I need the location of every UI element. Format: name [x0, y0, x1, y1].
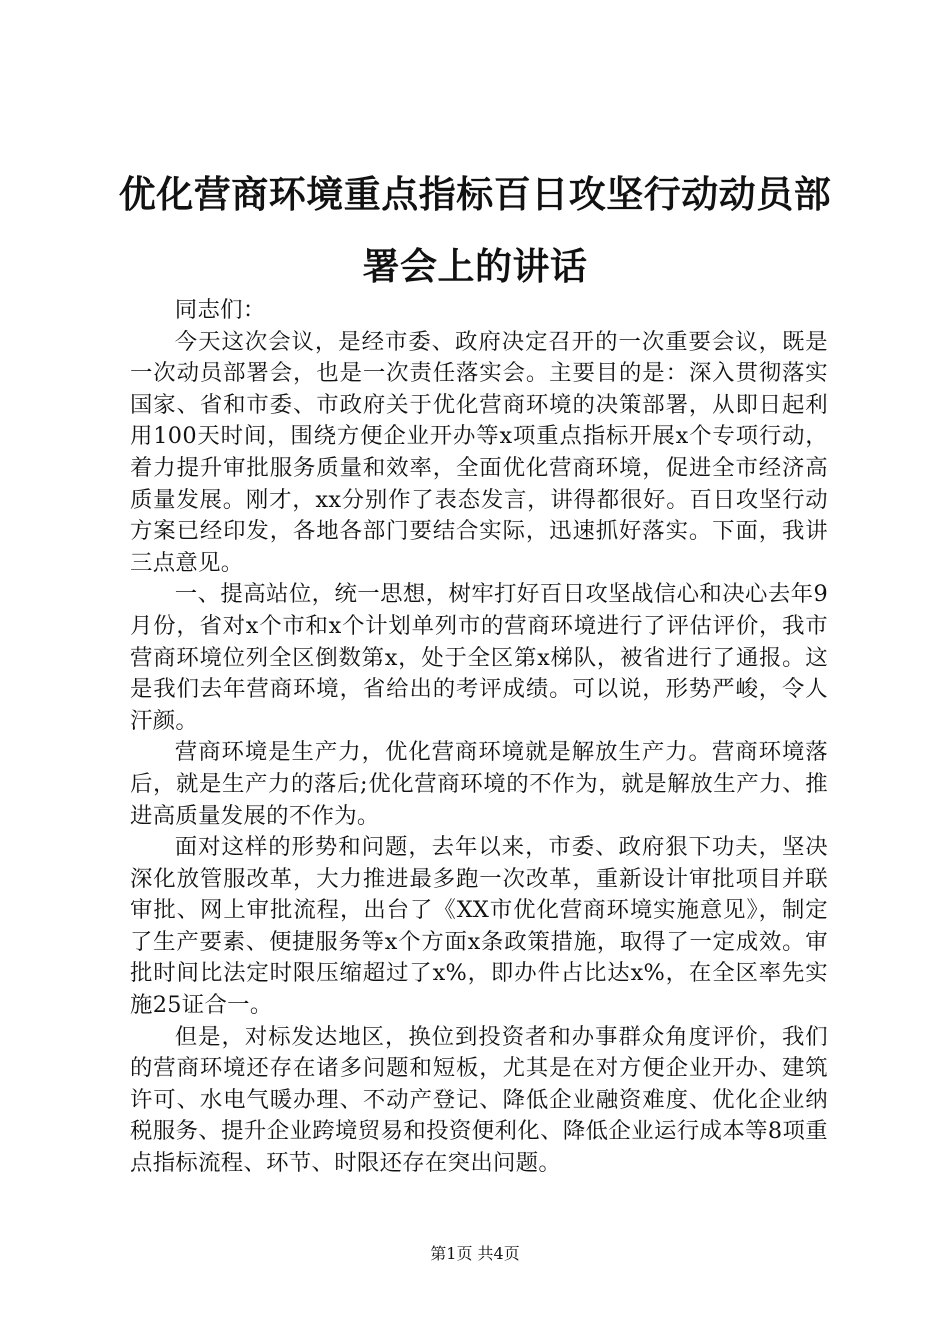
body-paragraph: 营商环境是生产力，优化营商环境就是解放生产力。营商环境落后，就是生产力的落后;优化营商环境的不作为，就是解放生产力、推进高质量发展的不作为。: [130, 739, 828, 829]
body-paragraph: 一、提高站位，统一思想，树牢打好百日攻坚战信心和决心去年9月份，省对x个市和x个计划单列市的营商环境进行了评估评价，我市营商环境位列全区倒数第x，处于全区第x梯队，被省进行了通报。这是我们去年营商环境，省给出的考评成绩。可以说，形势严峻，令人汗颜。: [130, 581, 828, 734]
body-paragraph: 面对这样的形势和问题，去年以来，市委、政府狠下功夫，坚决深化放管服改革，大力推进最多跑一次改革，重新设计审批项目并联审批、网上审批流程，出台了《XX市优化营商环境实施意见》，制定了生产要素、便捷服务等x个方面x条政策措施，取得了一定成效。审批时间比法定时限压缩超过了x%，即办件占比达x%，在全区率先实施25证合一。: [130, 834, 828, 1019]
salutation-paragraph: 同志们：: [174, 297, 266, 323]
document-title: 优化营商环境重点指标百日攻坚行动动员部署会上的讲话: [118, 172, 832, 288]
page-footer: 第1页 共4页: [430, 1244, 520, 1263]
body-paragraph: 今天这次会议，是经市委、政府决定召开的一次重要会议，既是一次动员部署会，也是一次责任落实会。主要目的是：深入贯彻落实国家、省和市委、市政府关于优化营商环境的决策部署，从即日起利用100天时间，围绕方便企业开办等x项重点指标开展x个专项行动，着力提升审批服务质量和效率，全面优化营商环境，促进全市经济高质量发展。刚才，xx分别作了表态发言，讲得都很好。百日攻坚行动方案已经印发，各地各部门要结合实际，迅速抓好落实。下面，我讲三点意见。: [130, 328, 828, 576]
body-paragraph: 但是，对标发达地区，换位到投资者和办事群众角度评价，我们的营商环境还存在诸多问题和短板，尤其是在对方便企业开办、建筑许可、水电气暖办理、不动产登记、降低企业融资难度、优化企业纳税服务、提升企业跨境贸易和投资便利化、降低企业运行成本等8项重点指标流程、环节、时限还存在突出问题。: [130, 1023, 828, 1177]
document-body: [130, 295, 828, 1180]
